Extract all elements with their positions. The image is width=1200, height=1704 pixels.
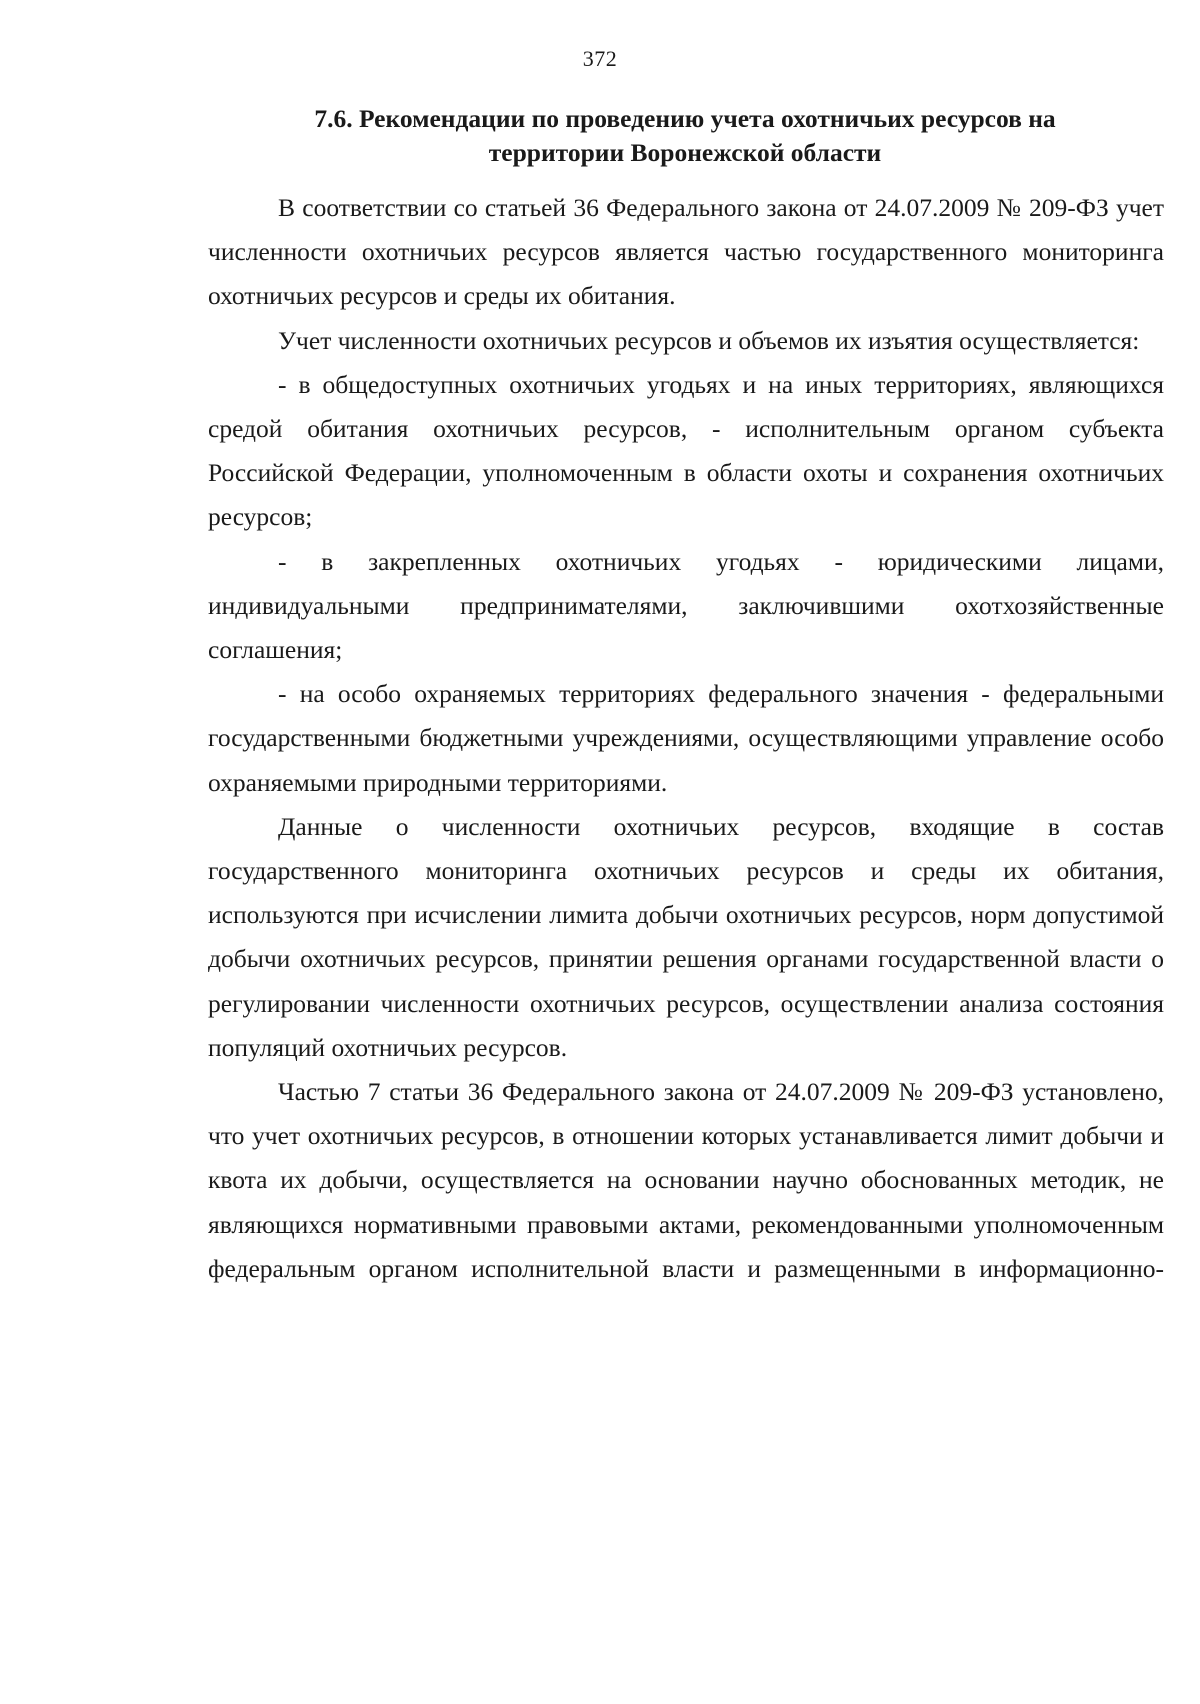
- paragraph-3: - в общедоступных охотничьих угодьях и на иных территориях, являющихся средой обитания охотничьих ресурсов, - исполнительным органом субъекта Российской Федерации, уполномоченным в области охоты и сохранения охотничьих ресурсов;: [208, 369, 1164, 532]
- section-title-line-2: территории Воронежской области: [488, 138, 882, 167]
- page-number: 372: [582, 46, 618, 71]
- section-title: [200, 102, 1170, 170]
- section-title-line-1: 7.6. Рекомендации по проведению учета охотничьих ресурсов на: [314, 104, 1056, 133]
- paragraph-1: В соответствии со статьей 36 Федерального закона от 24.07.2009 № 209-ФЗ учет численности охотничьих ресурсов является частью государственного мониторинга охотничьих ресурсов и среды их обитания.: [208, 193, 1164, 311]
- paragraph-4: - в закрепленных охотничьих угодьях - юридическими лицами, индивидуальными предпринимателями, заключившими охотхозяйственные соглашения;: [208, 546, 1164, 665]
- body-text: [208, 186, 1164, 1291]
- paragraph-6: Данные о численности охотничьих ресурсов, входящие в состав государственного мониторинга охотничьих ресурсов и среды их обитания, используются при исчислении лимита добычи охотничьих ресурсов, норм допустимой добычи охотничьих ресурсов, принятии решения органами государственной власти о регулировании численности охотничьих ресурсов, осуществлении анализа состояния популяций охотничьих ресурсов.: [208, 811, 1164, 1062]
- paragraph-2: Учет численности охотничьих ресурсов и объемов их изъятия осуществляется:: [278, 325, 1140, 355]
- paragraph-7: Частью 7 статьи 36 Федерального закона от 24.07.2009 № 209-ФЗ установлено, что учет охотничьих ресурсов, в отношении которых устанавливается лимит добычи и квота их добычи, осуществляется на основании научно обоснованных методик, не являющихся нормативными правовыми актами, рекомендованными уполномоченным федеральным органом исполнительной власти и размещенными в информационно-: [208, 1077, 1164, 1283]
- paragraph-5: - на особо охраняемых территориях федерального значения - федеральными государственными бюджетными учреждениями, осуществляющими управление особо охраняемыми природными территориями.: [208, 679, 1164, 797]
